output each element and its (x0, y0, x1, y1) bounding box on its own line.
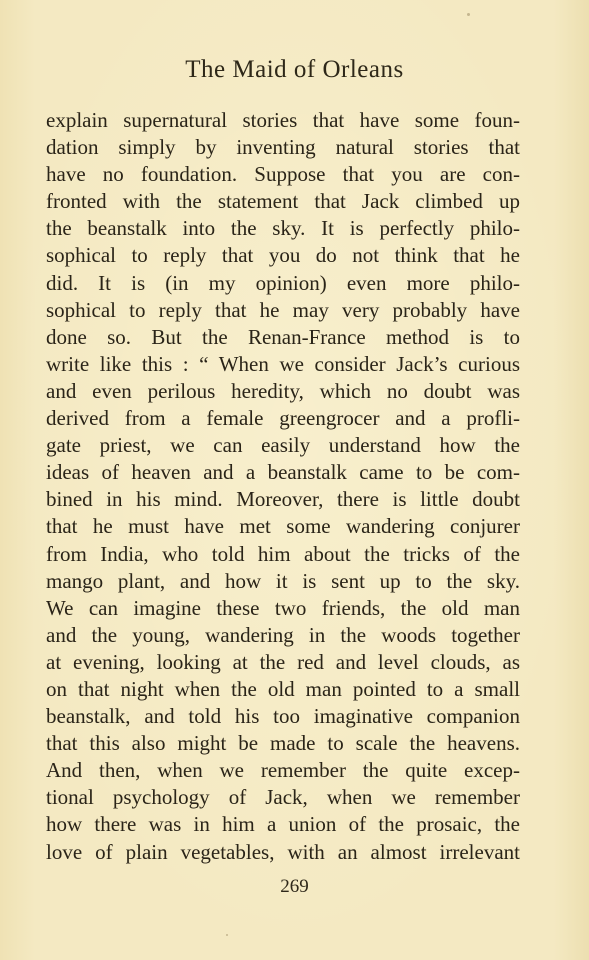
paper-speck (467, 13, 470, 16)
body-text (46, 107, 520, 866)
text-line: gate priest, we can easily understand how the (46, 433, 520, 458)
text-line: at evening, looking at the red and level clouds, as (46, 649, 520, 674)
text-line: ideas of heaven and a beanstalk came to be com- (46, 460, 520, 485)
text-line: that he must have met some wandering conjurer (46, 514, 520, 539)
text-line: beanstalk, and told his too imaginative companion (46, 704, 520, 729)
text-line: mango plant, and how it is sent up to the sky. (46, 568, 520, 593)
text-line: and the young, wandering in the woods together (46, 622, 520, 647)
text-line: how there was in him a union of the prosaic, the (46, 812, 520, 837)
running-head: The Maid of Orleans (185, 56, 404, 83)
text-line: bined in his mind. Moreover, there is little doubt (46, 487, 520, 512)
text-line: sophical to reply that he may very probably have (46, 297, 520, 322)
text-line: And then, when we remember the quite excep- (46, 758, 520, 783)
text-line: done so. But the Renan-France method is to (46, 324, 520, 349)
text-line: on that night when the old man pointed to a small (46, 676, 520, 701)
text-line: love of plain vegetables, with an almost irrelevant (46, 839, 520, 864)
text-line: from India, who told him about the tricks of the (46, 541, 520, 566)
text-line: fronted with the statement that Jack climbed up (46, 189, 520, 214)
text-line: that this also might be made to scale the heavens. (46, 731, 520, 756)
text-line: sophical to reply that you do not think that he (46, 243, 520, 268)
text-line: explain supernatural stories that have some foun- (46, 108, 520, 132)
text-line: write like this : “ When we consider Jack’s curious (46, 351, 520, 376)
text-line: derived from a female greengrocer and a profli- (46, 406, 520, 431)
text-line: and even perilous heredity, which no doubt was (46, 378, 520, 403)
text-line: tional psychology of Jack, when we remember (46, 785, 520, 810)
text-line: the beanstalk into the sky. It is perfectly philo- (46, 216, 520, 241)
text-line: did. It is (in my opinion) even more philo- (46, 270, 520, 295)
paper-speck (226, 934, 228, 936)
text-line: We can imagine these two friends, the old man (46, 595, 520, 620)
text-line: dation simply by inventing natural stories that (46, 135, 520, 160)
text-line: have no foundation. Suppose that you are con- (46, 162, 520, 187)
page-number: 269 (280, 876, 309, 897)
